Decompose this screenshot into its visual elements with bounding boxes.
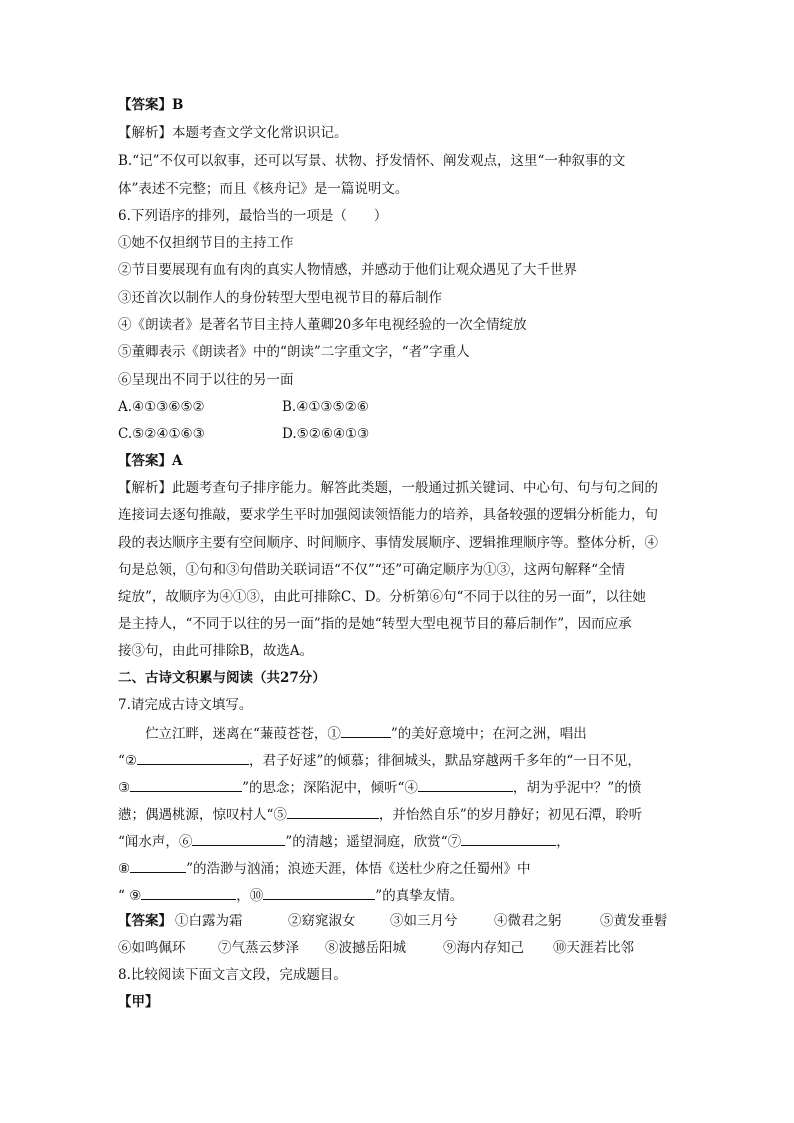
q7-line1-text-b: ”的美好意境中；在河之洲，唱出 [390, 726, 587, 742]
answer-q5: 【答案】B [118, 97, 184, 113]
blank-3[interactable] [130, 777, 242, 792]
q7-paragraph-line5 [118, 831, 570, 851]
q7-answer-label: 【答案】 [118, 913, 172, 929]
blank-1[interactable] [341, 723, 391, 738]
q6-option-a: A.④①③⑥⑤② [118, 399, 205, 415]
q7-line2-text-a: “② [118, 753, 138, 769]
q7-answer-6: ⑥如鸣佩环 [118, 940, 186, 956]
q7-answer-10: ⑩天涯若比邻 [553, 940, 634, 956]
q7-answer-5: ⑤黄发垂髫 [600, 913, 668, 929]
q8-stem: 8.比较阅读下面文言文段，完成题目。 [118, 967, 347, 983]
q6-sentence-6: ⑥呈现出不同于以往的另一面 [118, 372, 294, 388]
q7-paragraph-line7 [118, 885, 463, 905]
q7-stem: 7.请完成古诗文填写。 [118, 697, 253, 713]
q7-line3-text-a: ③ [118, 780, 131, 796]
q6-sentence-2: ②节目要展现有血有肉的真实人物情感，并感动于他们让观众遇见了大千世界 [118, 262, 577, 278]
q7-line5-text-b: ”的清越；遥望洞庭，欣赏“⑦ [285, 834, 462, 850]
q7-answer-2: ②窈窕淑女 [288, 913, 356, 929]
analysis-q5-line1: B.“记”不仅可以叙事，还可以写景、状物、抒发情怀、阐发观点，这里“一种叙事的文 [118, 153, 626, 169]
analysis-q6-line5: 绽放”，故顺序为④①③，由此可排除C、D。分析第⑥句“不同于以往的另一面”，以往她 [118, 589, 646, 605]
q6-option-d: D.⑤②⑥④①③ [282, 426, 370, 442]
q7-line6-text-b: ”的浩渺与汹涌；浪迹天涯，体悟《送杜少府之任蜀州》中 [186, 861, 531, 877]
q7-paragraph-line2 [118, 750, 641, 770]
analysis-q6-line7: 接③句，由此可排除B，故选A。 [118, 643, 314, 659]
analysis-q6-line6: 是主持人，“不同于以往的另一面”指的是她“转型大型电视节目的幕后制作”，因而应承 [118, 616, 632, 632]
blank-10[interactable] [263, 885, 375, 900]
q7-line7-text-c: ”的真挚友情。 [375, 888, 464, 904]
q6-stem: 6.下列语序的排列，最恰当的一项是（ ） [118, 208, 388, 224]
q6-sentence-1: ①她不仅担纲节目的主持工作 [118, 235, 294, 251]
q7-answer-1: ①白露为霜 [175, 913, 243, 929]
q7-line2-text-b: ，君子好逑”的倾慕；徘徊城头，默品穿越两千多年的“一日不见， [249, 753, 641, 769]
analysis-q6-line2: 连接词去逐句推敲，要求学生平时加强阅读领悟能力的培养，具备较强的逻辑分析能力，句 [118, 507, 658, 523]
passage-jia-label: 【甲】 [118, 994, 159, 1010]
blank-2[interactable] [137, 750, 249, 765]
q7-answer-9: ⑨海内存知己 [443, 940, 524, 956]
blank-5[interactable] [287, 804, 379, 819]
q7-answer-3: ③如三月兮 [390, 913, 458, 929]
analysis-q6-line3: 段的表达顺序主要有空间顺序、时间顺序、事情发展顺序、逻辑推理顺序等。整体分析，④ [118, 535, 658, 551]
q6-sentence-3: ③还首次以制作人的身份转型大型电视节目的幕后制作 [118, 290, 442, 306]
q6-option-c: C.⑤②④①⑥③ [118, 426, 205, 442]
q6-option-b: B.④①③⑤②⑥ [282, 399, 369, 415]
section-heading-part2: 二、古诗文积累与阅读（共27分） [118, 670, 326, 686]
q7-paragraph-line3 [118, 777, 641, 797]
q7-answer-8: ⑧波撼岳阳城 [325, 940, 406, 956]
q7-line7-text-a: “ ⑨ [118, 888, 142, 904]
answer-q6: 【答案】A [118, 453, 183, 469]
q7-line6-text-a: ⑧ [118, 861, 131, 877]
q7-paragraph-line4 [118, 804, 642, 824]
q7-line3-text-b: ”的思念；深陷泥中，倾听“④ [242, 780, 418, 796]
q7-line5-text-a: “闻水声，⑥ [118, 834, 193, 850]
q7-line3-text-c: ，胡为乎泥中？”的愤 [512, 780, 642, 796]
q7-answer-4: ④微君之躬 [494, 913, 562, 929]
q7-answer-7: ⑦气蒸云梦泽 [218, 940, 299, 956]
analysis-q6-line1: 【解析】此题考查句子排序能力。解答此类题，一般通过抓关键词、中心句、句与句之间的 [118, 480, 658, 496]
q6-sentence-4: ④《朗读者》是著名节目主持人董卿20多年电视经验的一次全情绽放 [118, 317, 527, 333]
blank-6[interactable] [192, 831, 285, 846]
q7-line4-text-b: ，并怡然自乐”的岁月静好；初见石潭，聆听 [378, 807, 643, 823]
q7-paragraph-line6 [118, 858, 531, 878]
q7-line4-text-a: 懑；偶遇桃源，惊叹村人“⑤ [118, 807, 287, 823]
q7-line5-text-c: ， [556, 834, 570, 850]
q7-paragraph-line1 [145, 723, 587, 743]
q7-line1-text-a: 伫立江畔，迷离在“蒹葭苍苍，① [145, 726, 341, 742]
blank-8[interactable] [130, 858, 186, 873]
blank-9[interactable] [141, 885, 236, 900]
blank-4[interactable] [418, 777, 513, 792]
q7-line7-text-b: ，⑩ [236, 888, 264, 904]
analysis-q6-line4: 句是总领，①句和③句借助关联词语“不仅”“还”可确定顺序为①③，这两句解释“全情 [118, 562, 626, 578]
blank-7[interactable] [461, 831, 556, 846]
analysis-q5-title: 【解析】本题考查文学文化常识识记。 [118, 125, 348, 141]
q6-sentence-5: ⑤董卿表示《朗读者》中的“朗读”二字重文字，“者”字重人 [118, 344, 470, 360]
analysis-q5-line2: 体”表述不完整；而且《核舟记》是一篇说明文。 [118, 181, 409, 197]
